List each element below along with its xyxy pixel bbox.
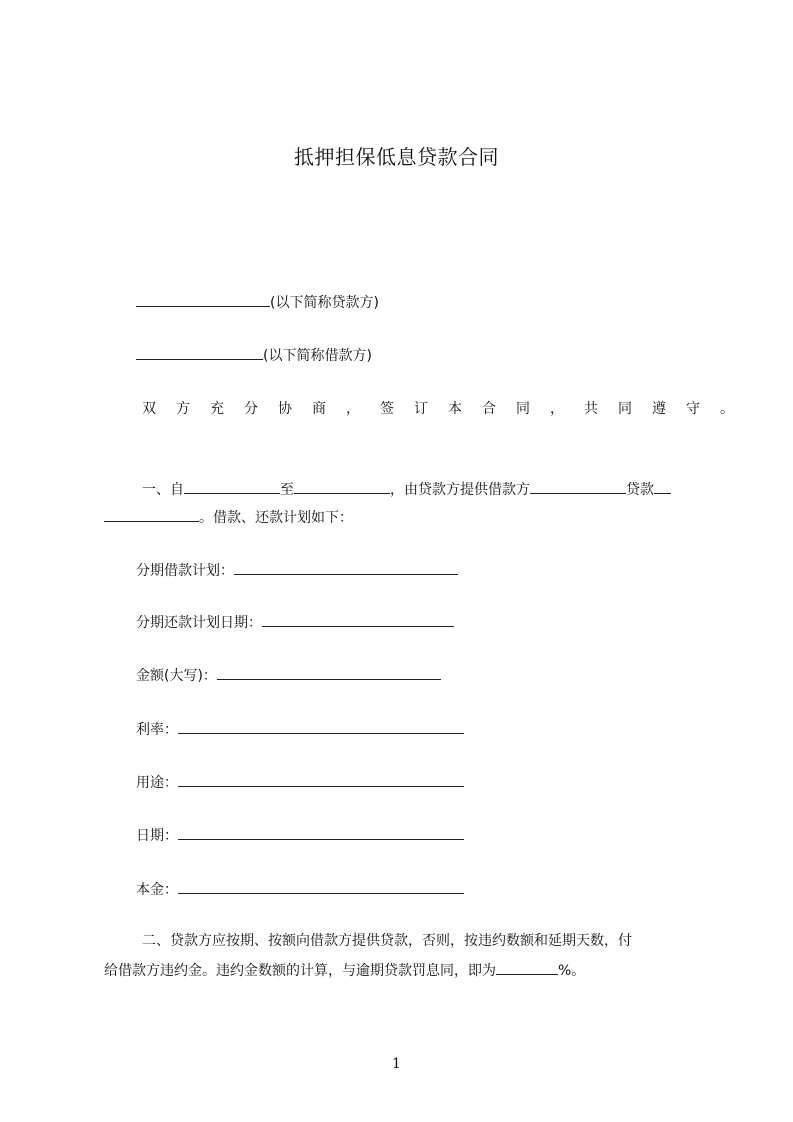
rate-label: 利率：	[136, 722, 178, 738]
clause-1-from-label: 一、自	[142, 482, 184, 498]
date-label: 日期：	[136, 828, 178, 844]
amount-label: 金额(大写)：	[136, 668, 217, 684]
rate-blank[interactable]	[178, 719, 464, 734]
amount-blank[interactable]	[217, 665, 441, 680]
lender-suffix: (以下简称贷款方)	[270, 295, 379, 311]
clause-1-loan-label: 贷款	[626, 482, 654, 498]
borrower-line	[136, 345, 372, 365]
installment-borrow-label: 分期借款计划：	[136, 563, 234, 579]
clause-1-to-label: 至	[280, 482, 294, 498]
clause-1-line-1	[142, 479, 671, 499]
penalty-rate-blank[interactable]	[496, 960, 558, 975]
end-date-blank[interactable]	[294, 479, 390, 494]
amount-field	[136, 665, 441, 685]
start-date-blank[interactable]	[184, 479, 280, 494]
installment-borrow-blank[interactable]	[234, 560, 458, 575]
clause-2-penalty-text: 给借款方违约金。违约金数额的计算，与逾期贷款罚息同，即为	[104, 963, 496, 979]
document-title: 抵押担保低息贷款合同	[294, 145, 499, 169]
installment-repay-blank[interactable]	[262, 612, 454, 627]
clause-1-line-2	[104, 507, 353, 527]
principal-blank[interactable]	[178, 879, 464, 894]
borrower-name-blank[interactable]	[136, 345, 263, 360]
borrower-suffix: (以下简称借款方)	[263, 348, 372, 364]
date-blank[interactable]	[178, 825, 464, 840]
clause-2-line-1: 二、贷款方应按期、按额向借款方提供贷款，否则，按违约数额和延期天数，付	[142, 933, 632, 949]
rate-field	[136, 719, 464, 739]
clause-2-line-2	[104, 960, 585, 980]
installment-repay-label: 分期还款计划日期：	[136, 615, 262, 631]
principal-field	[136, 879, 464, 899]
clause-2-percent: %。	[558, 963, 586, 979]
installment-borrow-field	[136, 560, 458, 580]
loan-type-blank[interactable]	[530, 479, 626, 494]
clause-1-provide-text: ，由贷款方提供借款方	[390, 482, 530, 498]
purpose-blank[interactable]	[178, 772, 464, 787]
principal-label: 本金：	[136, 882, 178, 898]
purpose-label: 用途：	[136, 775, 178, 791]
installment-repay-field	[136, 612, 454, 632]
page-number: 1	[392, 1056, 401, 1072]
loan-amount-blank-start[interactable]	[654, 479, 671, 494]
lender-line	[136, 292, 379, 312]
agreement-line: 双方充分协商，签订本合同，共同遵守。	[142, 401, 754, 417]
loan-amount-blank-end[interactable]	[104, 507, 199, 522]
purpose-field	[136, 772, 464, 792]
date-field	[136, 825, 464, 845]
lender-name-blank[interactable]	[136, 292, 270, 307]
clause-1-plan-text: 。借款、还款计划如下：	[199, 510, 353, 526]
